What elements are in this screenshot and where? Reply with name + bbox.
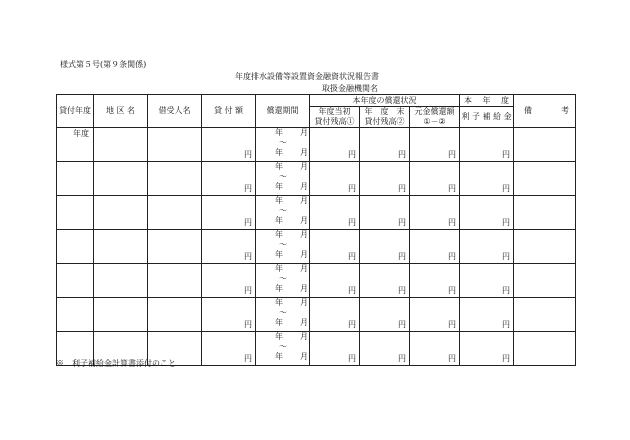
- loan-year-cell[interactable]: [57, 128, 94, 162]
- header-principal-line2: ①－②: [423, 117, 446, 126]
- yen-unit-label: 円: [448, 184, 457, 193]
- yen-unit-label: 円: [398, 320, 406, 329]
- district-cell[interactable]: [94, 230, 148, 264]
- remarks-cell[interactable]: [514, 162, 576, 196]
- yen-unit-label: 円: [244, 286, 252, 295]
- period-tilde: ～: [279, 342, 287, 351]
- header-initial-balance-line2: 貸付残高①: [314, 117, 355, 126]
- header-interest-char-2: 年: [482, 95, 491, 105]
- loan-amount-cell[interactable]: [202, 332, 256, 366]
- header-interest-subsidy: 利 子 補 給 金: [460, 107, 514, 128]
- header-end-balance-line2: 貸付残高②: [364, 117, 405, 126]
- period-end-year-label: 年: [275, 250, 283, 259]
- borrower-cell[interactable]: [148, 162, 202, 196]
- header-initial-balance: [310, 107, 360, 128]
- remarks-cell[interactable]: [514, 332, 576, 366]
- yen-unit-label: 円: [502, 252, 511, 261]
- period-end-year-label: 年: [275, 284, 283, 293]
- loan-year-cell[interactable]: [57, 264, 94, 298]
- yen-unit-label: 円: [398, 150, 406, 159]
- end-balance-cell[interactable]: [360, 298, 410, 332]
- initial-balance-cell[interactable]: [310, 196, 360, 230]
- initial-balance-cell[interactable]: [310, 298, 360, 332]
- loan-amount-cell[interactable]: [202, 128, 256, 162]
- period-start-year-label: 年: [275, 264, 283, 273]
- table-body: [57, 128, 576, 366]
- period-tilde: ～: [279, 308, 287, 317]
- end-balance-cell[interactable]: [360, 196, 410, 230]
- yen-unit-label: 円: [502, 286, 511, 295]
- period-end-year-label: 年: [275, 182, 283, 191]
- principal-repaid-cell[interactable]: [410, 128, 460, 162]
- period-start-month-label: 月: [300, 162, 308, 171]
- yen-unit-label: 円: [348, 150, 356, 159]
- yen-unit-label: 円: [448, 286, 457, 295]
- borrower-cell[interactable]: [148, 196, 202, 230]
- yen-unit-label: 円: [398, 252, 406, 261]
- loan-amount-cell[interactable]: [202, 264, 256, 298]
- end-balance-cell[interactable]: [360, 128, 410, 162]
- repayment-period-cell[interactable]: [256, 196, 310, 230]
- header-interest-char-1: 本: [464, 95, 473, 105]
- initial-balance-cell[interactable]: [310, 230, 360, 264]
- interest-subsidy-cell[interactable]: [460, 128, 514, 162]
- principal-repaid-cell[interactable]: [410, 298, 460, 332]
- loan-amount-cell[interactable]: [202, 230, 256, 264]
- header-interest-subsidy-top: [460, 95, 514, 107]
- period-end-year-label: 年: [275, 148, 283, 157]
- header-principal: [410, 107, 460, 128]
- principal-repaid-cell[interactable]: [410, 264, 460, 298]
- period-start-month-label: 月: [300, 128, 308, 137]
- district-cell[interactable]: [94, 162, 148, 196]
- repayment-period-cell[interactable]: [256, 332, 310, 366]
- header-current-repayment: 本年度の償還状況: [310, 95, 460, 107]
- district-cell[interactable]: [94, 128, 148, 162]
- header-remarks: [514, 95, 576, 128]
- repayment-period-cell[interactable]: [256, 230, 310, 264]
- report-table: [56, 94, 576, 366]
- remarks-cell[interactable]: [514, 128, 576, 162]
- initial-balance-cell[interactable]: [310, 332, 360, 366]
- period-end-month-label: 月: [300, 148, 308, 157]
- header-remarks-char-1: 備: [524, 106, 533, 115]
- initial-balance-cell[interactable]: [310, 128, 360, 162]
- yen-unit-label: 円: [348, 184, 356, 193]
- table-row: [57, 162, 576, 196]
- yen-unit-label: 円: [398, 354, 406, 363]
- yen-unit-label: 円: [348, 320, 356, 329]
- remarks-cell[interactable]: [514, 264, 576, 298]
- remarks-cell[interactable]: [514, 298, 576, 332]
- end-balance-cell[interactable]: [360, 162, 410, 196]
- document-title: 年度排水設備等設置資金融資状況報告書: [235, 72, 379, 81]
- yen-unit-label: 円: [244, 218, 252, 227]
- period-start-month-label: 月: [300, 230, 308, 239]
- period-start-year-label: 年: [275, 196, 283, 205]
- borrower-cell[interactable]: [148, 128, 202, 162]
- yen-unit-label: 円: [348, 354, 356, 363]
- period-end-year-label: 年: [275, 216, 283, 225]
- header-initial-balance-line1: 年度当初: [318, 107, 351, 116]
- yen-unit-label: 円: [502, 218, 511, 227]
- initial-balance-cell[interactable]: [310, 264, 360, 298]
- district-cell[interactable]: [94, 196, 148, 230]
- principal-repaid-cell[interactable]: [410, 230, 460, 264]
- period-tilde: ～: [279, 138, 287, 147]
- period-start-month-label: 月: [300, 298, 308, 307]
- period-start-month-label: 月: [300, 332, 308, 341]
- period-end-month-label: 月: [300, 250, 308, 259]
- period-tilde: ～: [279, 240, 287, 249]
- table-row: [57, 128, 576, 162]
- period-end-month-label: 月: [300, 318, 308, 327]
- repayment-period-cell[interactable]: [256, 128, 310, 162]
- interest-subsidy-cell[interactable]: [460, 162, 514, 196]
- interest-subsidy-cell[interactable]: [460, 332, 514, 366]
- period-start-year-label: 年: [275, 298, 283, 307]
- period-end-month-label: 月: [300, 216, 308, 225]
- yen-unit-label: 円: [398, 184, 406, 193]
- yen-unit-label: 円: [448, 150, 457, 159]
- yen-unit-label: 円: [348, 252, 356, 261]
- repayment-period-cell[interactable]: [256, 162, 310, 196]
- yen-unit-label: 円: [244, 150, 252, 159]
- repayment-period-cell[interactable]: [256, 298, 310, 332]
- table-row: [57, 230, 576, 264]
- borrower-cell[interactable]: [148, 230, 202, 264]
- header-repayment-period: 償還期間: [256, 95, 310, 128]
- header-remarks-char-2: 考: [561, 106, 570, 115]
- end-balance-cell[interactable]: [360, 332, 410, 366]
- header-loan-amount: 貸 付 額: [202, 95, 256, 128]
- period-start-month-label: 月: [300, 264, 308, 273]
- yen-unit-label: 円: [502, 150, 511, 159]
- yen-unit-label: 円: [448, 354, 457, 363]
- period-tilde: ～: [279, 172, 287, 181]
- interest-subsidy-cell[interactable]: [460, 298, 514, 332]
- period-start-month-label: 月: [300, 196, 308, 205]
- table-row: [57, 196, 576, 230]
- loan-year-cell[interactable]: [57, 196, 94, 230]
- header-interest-char-3: 度: [501, 95, 510, 105]
- header-loan-year: 貸付年度: [57, 95, 94, 128]
- loan-year-cell[interactable]: [57, 230, 94, 264]
- yen-unit-label: 円: [502, 184, 511, 193]
- yen-unit-label: 円: [244, 320, 252, 329]
- period-tilde: ～: [279, 206, 287, 215]
- remarks-cell[interactable]: [514, 196, 576, 230]
- period-end-month-label: 月: [300, 284, 308, 293]
- initial-balance-cell[interactable]: [310, 162, 360, 196]
- interest-subsidy-cell[interactable]: [460, 196, 514, 230]
- principal-repaid-cell[interactable]: [410, 332, 460, 366]
- header-principal-line1: 元金償還額: [414, 107, 455, 116]
- footnote: ※ 利子補給金計算書添付のこと: [56, 359, 176, 368]
- yen-unit-label: 円: [398, 286, 406, 295]
- yen-unit-label: 円: [502, 320, 511, 329]
- loan-year-cell[interactable]: [57, 298, 94, 332]
- year-unit-label: 年度: [73, 129, 89, 138]
- period-end-month-label: 月: [300, 352, 308, 361]
- table-row: [57, 264, 576, 298]
- loan-year-cell[interactable]: [57, 162, 94, 196]
- interest-subsidy-cell[interactable]: [460, 230, 514, 264]
- period-start-year-label: 年: [275, 162, 283, 171]
- period-end-year-label: 年: [275, 318, 283, 327]
- yen-unit-label: 円: [502, 354, 511, 363]
- yen-unit-label: 円: [244, 252, 252, 261]
- loan-amount-cell[interactable]: [202, 196, 256, 230]
- yen-unit-label: 円: [448, 252, 457, 261]
- district-cell[interactable]: [94, 298, 148, 332]
- yen-unit-label: 円: [348, 218, 356, 227]
- period-start-year-label: 年: [275, 332, 283, 341]
- form-number: 様式第５号(第９条関係): [60, 60, 147, 69]
- principal-repaid-cell[interactable]: [410, 196, 460, 230]
- yen-unit-label: 円: [244, 354, 252, 363]
- institution-label: 取扱金融機関名: [322, 84, 378, 93]
- interest-subsidy-cell[interactable]: [460, 264, 514, 298]
- principal-repaid-cell[interactable]: [410, 162, 460, 196]
- yen-unit-label: 円: [448, 320, 457, 329]
- borrower-cell[interactable]: [148, 264, 202, 298]
- loan-amount-cell[interactable]: [202, 298, 256, 332]
- table-row: [57, 298, 576, 332]
- period-end-month-label: 月: [300, 182, 308, 191]
- header-end-balance: [360, 107, 410, 128]
- loan-amount-cell[interactable]: [202, 162, 256, 196]
- repayment-period-cell[interactable]: [256, 264, 310, 298]
- end-balance-cell[interactable]: [360, 264, 410, 298]
- period-tilde: ～: [279, 274, 287, 283]
- header-end-balance-line1: 年 度 末: [364, 107, 405, 116]
- yen-unit-label: 円: [448, 218, 457, 227]
- period-start-year-label: 年: [275, 230, 283, 239]
- district-cell[interactable]: [94, 264, 148, 298]
- yen-unit-label: 円: [348, 286, 356, 295]
- yen-unit-label: 円: [244, 184, 252, 193]
- header-borrower: 借受人名: [148, 95, 202, 128]
- header-district: 地 区 名: [94, 95, 148, 128]
- remarks-cell[interactable]: [514, 230, 576, 264]
- yen-unit-label: 円: [398, 218, 406, 227]
- end-balance-cell[interactable]: [360, 230, 410, 264]
- borrower-cell[interactable]: [148, 298, 202, 332]
- period-start-year-label: 年: [275, 128, 283, 137]
- period-end-year-label: 年: [275, 352, 283, 361]
